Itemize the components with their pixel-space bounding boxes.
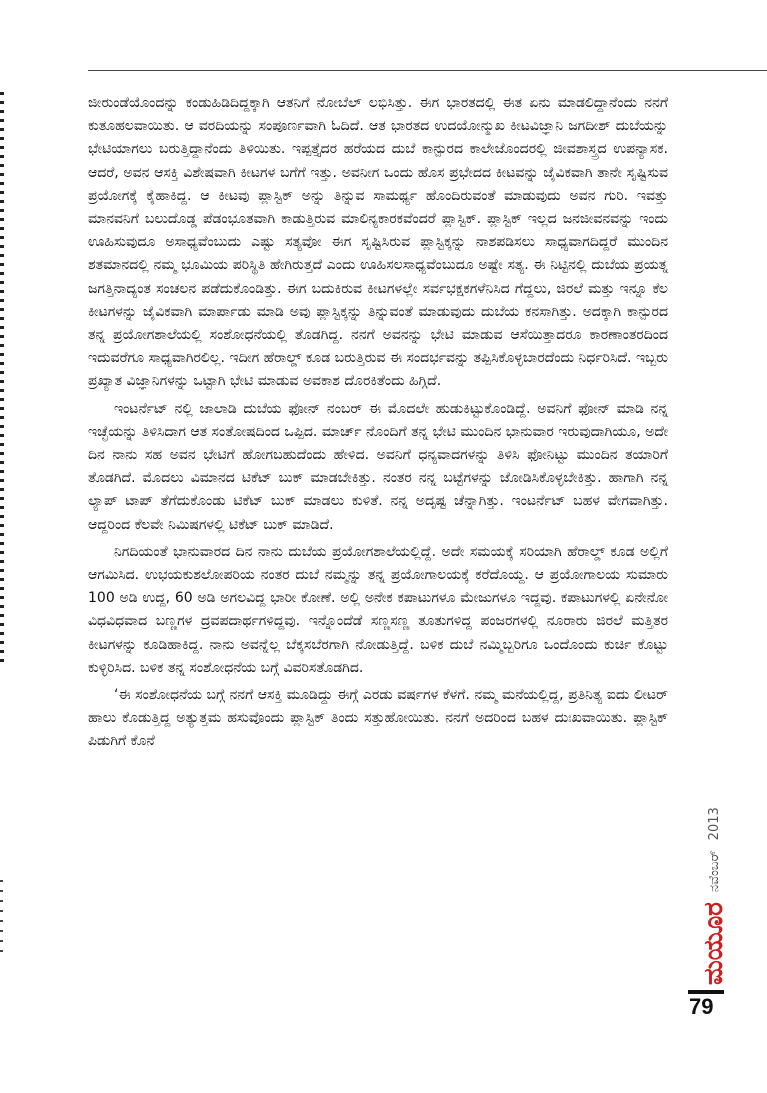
paragraph-2: ಇಂಟರ್ನೆಟ್ ನಲ್ಲಿ ಜಾಲಾಡಿ ದುಬೆಯ ಫೋನ್ ನಂಬರ್ ಈ ಮೊದಲೇ ಹುಡುಕಿಟ್ಟುಕೊಂಡಿದ್ದೆ. ಅವನಿಗೆ ಫೋನ್ ಮಾಡಿ ನನ್ನ ಇಚ್ಛೆಯನ್ನು ತಿಳಿಸಿದಾಗ ಆತ ಸಂತೋಷದಿಂದ ಒಪ್ಪಿದ. ಮಾರ್ಚ್ ನೊಂದಿಗೆ ತನ್ನ ಭೇಟಿ ಮುಂದಿನ ಭಾನುವಾರ ಇರುವುದಾಗಿಯೂ, ಅದೇ ದಿನ ನಾನು ಸಹ ಅವನ ಭೇಟಿಗೆ ಹೋಗಬಹುದೆಂದು ಹೇಳಿದ. ಅವನಿಗೆ ಧನ್ಯವಾದಗಳನ್ನು ತಿಳಿಸಿ ಫೋನಿಟ್ಟು ಮುಂದಿನ ತಯಾರಿಗೆ ತೊಡಗಿದೆ. ಮೊದಲು ವಿಮಾನದ ಟಿಕೆಟ್ ಬುಕ್ ಮಾಡಬೇಕಿತ್ತು. ನಂತರ ನನ್ನ ಬಟ್ಟೆಗಳನ್ನು ಜೋಡಿಸಿಕೊಳ್ಳಬೇಕಿತ್ತು. ಹಾಗಾಗಿ ನನ್ನ ಲ್ಯಾಪ್ ಟಾಪ್ ತೆಗೆದುಕೊಂಡು ಟಿಕೆಟ್ ಬುಕ್ ಮಾಡಲು ಕುಳಿತೆ. ನನ್ನ ಅದೃಷ್ಟ ಚೆನ್ನಾಗಿತ್ತು. ಇಂಟರ್ನೆಟ್ ಬಹಳ ವೇಗವಾಗಿತ್ತು. ಆದ್ದರಿಂದ ಕೆಲವೇ ನಿಮಿಷಗಳಲ್ಲಿ ಟಿಕೆಟ್ ಬುಕ್ ಮಾಡಿದೆ. — [88, 400, 668, 533]
page-edge-marks-lower — [0, 880, 3, 960]
issue-year: 2013 — [707, 807, 722, 841]
paragraph-4: ‘ಈ ಸಂಶೋಧನೆಯ ಬಗ್ಗೆ ನನಗೆ ಆಸಕ್ತಿ ಮೂಡಿದ್ದು ಈಗ್ಗೆ ಎರಡು ವರ್ಷಗಳ ಕೆಳಗೆ. ನಮ್ಮ ಮನೆಯಲ್ಲಿದ್ದ, ಪ್ರತಿನಿತ್ಯ ಐದು ಲೀಟರ್ ಹಾಲು ಕೊಡುತ್ತಿದ್ದ ಅತ್ಯುತ್ತಮ ಹಸುವೊಂದು ಪ್ಲಾಸ್ಟಿಕ್ ತಿಂದು ಸತ್ತುಹೋಯಿತು. ನನಗೆ ಅದರಿಂದ ಬಹಳ ದುಃಖವಾಯಿತು. ಪ್ಲಾಸ್ಟಿಕ್ ಪಿಡುಗಿಗೆ ಕೊನೆ — [88, 687, 668, 750]
magazine-logo: ಮಯೂರ — [699, 902, 729, 985]
sidebar-text-rotated — [699, 807, 730, 985]
page-number: 79 — [689, 994, 714, 1019]
paragraph-3: ನಿಗದಿಯಂತೆ ಭಾನುವಾರದ ದಿನ ನಾನು ದುಬೆಯ ಪ್ರಯೋಗಶಾಲೆಯಲ್ಲಿದ್ದೆ. ಅದೇ ಸಮಯಕ್ಕೆ ಸರಿಯಾಗಿ ಹೆರಾಲ್ಡ್ ಕೂಡ ಅಲ್ಲಿಗೆ ಆಗಮಿಸಿದ. ಉಭಯಕುಶಲೋಪರಿಯ ನಂತರ ದುಬೆ ನಮ್ಮನ್ನು ತನ್ನ ಪ್ರಯೋಗಾಲಯಕ್ಕೆ ಕರೆದೊಯ್ದ. ಆ ಪ್ರಯೋಗಾಲಯ ಸುಮಾರು 100 ಅಡಿ ಉದ್ದ, 60 ಅಡಿ ಅಗಲವಿದ್ದ ಭಾರೀ ಕೋಣೆ. ಅಲ್ಲಿ ಅನೇಕ ಕಪಾಟುಗಳೂ ಮೇಜುಗಳೂ ಇದ್ದವು. ಕಪಾಟುಗಳಲ್ಲಿ ಏನೇನೋ ವಿಧವಿಧವಾದ ಬಣ್ಣಗಳ ದ್ರವಪದಾರ್ಥಗಳಿದ್ದವು. ಇನ್ನೊಂದೆಡೆ ಸಣ್ಣಸಣ್ಣ ತೂತುಗಳಿದ್ದ ಪಂಜರಗಳಲ್ಲಿ ನೂರಾರು ಜಿರಲೆ ಮತ್ತಿತರ ಕೀಟಗಳನ್ನು ಕೂಡಿಹಾಕಿದ್ದ. ನಾನು ಅವನ್ನೆಲ್ಲ ಬೆಕ್ಕಸಬೆರಗಾಗಿ ನೋಡುತ್ತಿದ್ದೆ. ಬಳಿಕ ದುಬೆ ನಮ್ಮಿಬ್ಬರಿಗೂ ಒಂದೊಂದು ಕುರ್ಚಿ ಕೊಟ್ಟು ಕುಳ್ಳಿರಿಸಿದ. ಬಳಿಕ ತನ್ನ ಸಂಶೋಧನೆಯ ಬಗ್ಗೆ ವಿವರಿಸತೊಡಗಿದ. — [88, 543, 668, 676]
article-body — [88, 92, 668, 758]
paragraph-1: ಜೀರುಂಡೆಯೊಂದನ್ನು ಕಂಡುಹಿಡಿದಿದ್ದಕ್ಕಾಗಿ ಆತನಿಗೆ ನೋಬೆಲ್ ಲಭಿಸಿತ್ತು. ಈಗ ಭಾರತದಲ್ಲಿ ಈತ ಏನು ಮಾಡಲಿದ್ದಾನೆಂದು ನನಗೆ ಕುತೂಹಲವಾಯಿತು. ಆ ವರದಿಯನ್ನು ಸಂಪೂರ್ಣವಾಗಿ ಓದಿದೆ. ಆತ ಭಾರತದ ಉದಯೋನ್ಮುಖ ಕೀಟವಿಜ್ಞಾನಿ ಜಗದೀಶ್ ದುಬೆಯನ್ನು ಭೇಟಿಯಾಗಲು ಬರುತ್ತಿದ್ದಾನೆಂದು ತಿಳಿಯಿತು. ಇಪ್ಪತ್ತೈದರ ಹರೆಯದ ದುಬೆ ಕಾನ್ಪುರದ ಕಾಲೇಜೊಂದರಲ್ಲಿ ಜೀವಶಾಸ್ತ್ರದ ಉಪನ್ಯಾಸಕ. ಆದರೆ, ಅವನ ಆಸಕ್ತಿ ವಿಶೇಷವಾಗಿ ಕೀಟಗಳ ಬಗೆಗೆ ಇತ್ತು. ಅವನೀಗ ಒಂದು ಹೊಸ ಪ್ರಭೇದದ ಕೀಟವನ್ನು ಜೈವಿಕವಾಗಿ ತಾನೇ ಸೃಷ್ಟಿಸುವ ಪ್ರಯೋಗಕ್ಕೆ ಕೈಹಾಕಿದ್ದ. ಆ ಕೀಟವು ಪ್ಲಾಸ್ಟಿಕ್ ಅನ್ನು ತಿನ್ನುವ ಸಾಮರ್ಥ್ಯ ಹೊಂದಿರುವಂತೆ ಮಾಡುವುದು ಅವನ ಗುರಿ. ಇವತ್ತು ಮಾನವನಿಗೆ ಬಲುದೊಡ್ಡ ಪೆಡಂಭೂತವಾಗಿ ಕಾಡುತ್ತಿರುವ ಮಾಲಿನ್ಯಕಾರಕವೆಂದರೆ ಪ್ಲಾಸ್ಟಿಕ್. ಪ್ಲಾಸ್ಟಿಕ್ ಇಲ್ಲದ ಜನಜೀವನವನ್ನು ಇಂದು ಊಹಿಸುವುದೂ ಅಸಾಧ್ಯವೆಂಬುದು ಎಷ್ಟು ಸತ್ಯವೋ ಈಗ ಸೃಷ್ಟಿಸಿರುವ ಪ್ಲಾಸ್ಟಿಕ್ಕನ್ನು ನಾಶಪಡಿಸಲು ಸಾಧ್ಯವಾಗದಿದ್ದರೆ ಮುಂದಿನ ಶತಮಾನದಲ್ಲಿ ನಮ್ಮ ಭೂಮಿಯ ಪರಿಸ್ಥಿತಿ ಹೇಗಿರುತ್ತದೆ ಎಂದು ಊಹಿಸಲಸಾಧ್ಯವೆಂಬುದೂ ಅಷ್ಟೇ ಸತ್ಯ. ಈ ನಿಟ್ಟಿನಲ್ಲಿ ದುಬೆಯ ಪ್ರಯತ್ನ ಜಗತ್ತಿನಾದ್ಯಂತ ಸಂಚಲನ ಪಡೆದುಕೊಂಡಿತ್ತು. ಈಗ ಬದುಕಿರುವ ಕೀಟಗಳಲ್ಲೇ ಸರ್ವಭಕ್ಷಕಗಳೆನಿಸಿದ ಗೆದ್ದಲು, ಜಿರಲೆ ಮತ್ತು ಇನ್ನೂ ಕೆಲ ಕೀಟಗಳನ್ನು ಜೈವಿಕವಾಗಿ ಮಾರ್ಪಾಡು ಮಾಡಿ ಅವು ಪ್ಲಾಸ್ಟಿಕ್ಕನ್ನು ತಿನ್ನುವಂತೆ ಮಾಡುವುದು ದುಬೆಯ ಕನಸಾಗಿತ್ತು. ಅದಕ್ಕಾಗಿ ಕಾನ್ಪುರದ ತನ್ನ ಪ್ರಯೋಗಶಾಲೆಯಲ್ಲಿ ಸಂಶೋಧನೆಯಲ್ಲಿ ತೊಡಗಿದ್ದ. ನನಗೆ ಅವನನ್ನು ಭೇಟಿ ಮಾಡುವ ಆಸೆಯಿತ್ತಾದರೂ ಕಾರಣಾಂತರದಿಂದ ಇದುವರೆಗೂ ಸಾಧ್ಯವಾಗಿರಲಿಲ್ಲ. ಇದೀಗ ಹೆರಾಲ್ಡ್ ಕೂಡ ಬರುತ್ತಿರುವ ಈ ಸಂದರ್ಭವನ್ನು ತಪ್ಪಿಸಿಕೊಳ್ಳಬಾರದೆಂದು ನಿರ್ಧರಿಸಿದೆ. ಇಬ್ಬರು ಪ್ರಖ್ಯಾತ ವಿಜ್ಞಾನಿಗಳನ್ನು ಒಟ್ಟಾಗಿ ಭೇಟಿ ಮಾಡುವ ಅವಕಾಶ ದೊರಕಿತೆಂದು ಹಿಗ್ಗಿದೆ. — [88, 95, 668, 390]
magazine-sidebar — [692, 780, 729, 985]
page-edge-marks — [0, 92, 4, 662]
header-rule — [88, 70, 767, 71]
issue-month: ನವೆಂಬರ್ — [707, 850, 722, 893]
